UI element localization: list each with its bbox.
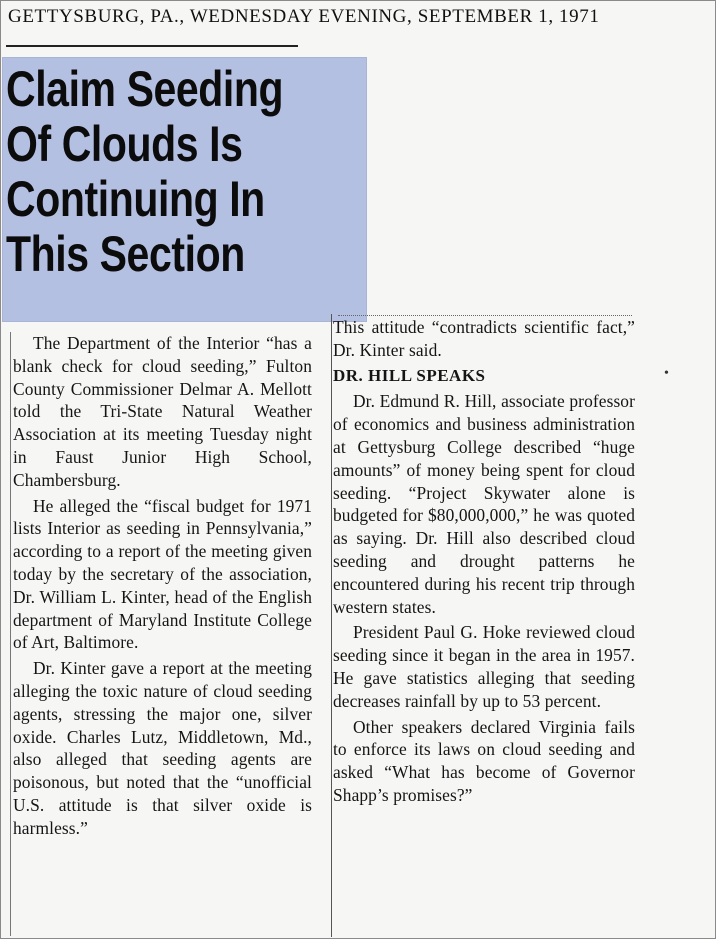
headline [6, 62, 298, 282]
speck-mark: • [664, 366, 669, 381]
headline-line: Of Clouds Is [6, 116, 243, 172]
article-column-2 [333, 316, 635, 810]
paragraph: The Department of the Interior “has a blank check for cloud seeding,” Fulton County Commissioner Delmar A. Mellott told the Tri-State Natural Weather Association at its meeting Tuesday night in Faust Junior High School, Chambersburg. [13, 333, 312, 490]
article-column-1 [10, 332, 312, 936]
column-divider [331, 314, 332, 937]
subhead: DR. HILL SPEAKS [333, 365, 486, 385]
paragraph: Other speakers declared Virginia fails to enforce its laws on cloud seeding and asked “What has become of Governor Shapp’s promises?” [333, 716, 635, 805]
paragraph: He alleged the “fiscal budget for 1971 lists Interior as seeding in Pennsylvania,” according to a report of the meeting given today by the secretary of the association, Dr. William L. Kinter, head of the English department of Maryland Institute College of Art, Baltimore. [13, 495, 312, 653]
paragraph-continued: This attitude “contradicts scientific fact,” Dr. Kinter said. [333, 317, 635, 360]
headline-line: Claim Seeding [6, 61, 284, 117]
dateline: GETTYSBURG, PA., WEDNESDAY EVENING, SEPTEMBER 1, 1971 [8, 6, 600, 27]
headline-line: Continuing In [6, 171, 265, 227]
paragraph: Dr. Edmund R. Hill, associate professor of economics and business administration at Gettysburg College described “huge amounts” of money being spent for cloud seeding. “Project Skywater alone is budgeted for $80,000,000,” he was quoted as saying. Dr. Hill also described cloud seeding and drought patterns he encountered during his recent trip through western states. [333, 391, 635, 617]
dateline-rule [6, 45, 298, 47]
paragraph: President Paul G. Hoke reviewed cloud seeding since it began in the area in 1957. He gave statistics alleging that seeding decreases rainfall by up to 53 percent. [333, 622, 635, 711]
paragraph: Dr. Kinter gave a report at the meeting alleging the toxic nature of cloud seeding agents, stressing the major one, silver oxide. Charles Lutz, Middletown, Md., also alleged that seeding agents are poisonous, but noted that the “unofficial U.S. attitude is that silver oxide is harmless.” [13, 658, 312, 838]
headline-line: This Section [6, 226, 245, 282]
